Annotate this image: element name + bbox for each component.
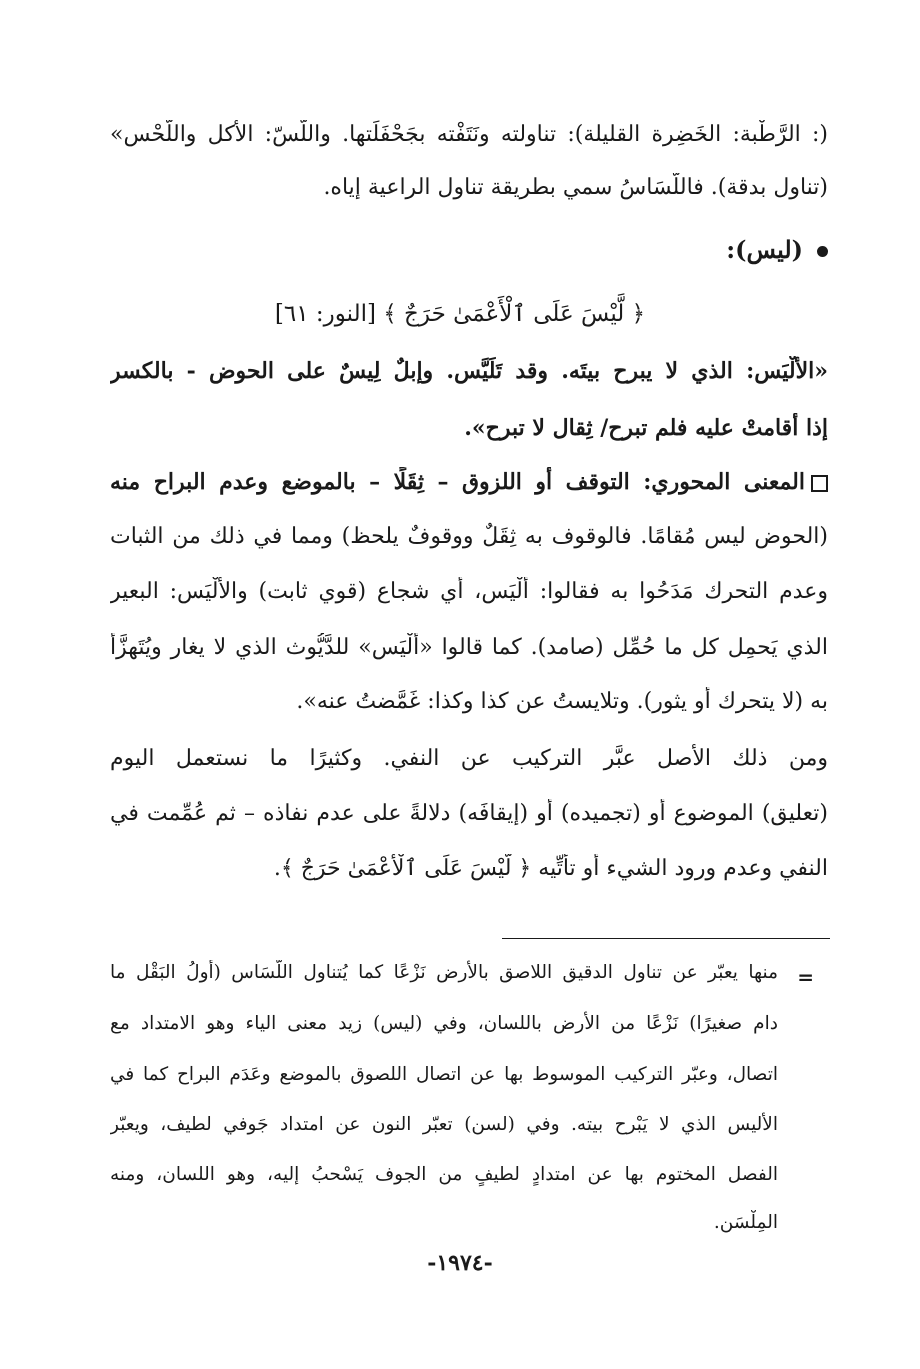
intro-line-1: (: الرَّطْبة: الخَضِرة القليلة): تناولته ونَتَفْته بجَحْفَلَتها. واللَّسّ: الأكل واللَّحْس» [110,122,828,147]
footnote-line-6: المِلْسَن. [713,1212,778,1233]
core-meaning-line-1 [110,467,828,497]
page-number: -١٩٧٤- [427,1250,493,1276]
intro-line-2: (تناول بدقة). فاللُّسَاسُ سمي بطريقة تناول الراعية إياه. [323,175,828,200]
paragraph-line-3: النفي وعدم ورود الشيء أو تأتِّيه ﴿ لَّيْسَ عَلَى ٱلْأَعْمَىٰ حَرَجٌ ﴾. [273,856,828,881]
footnote-marker: = [797,965,814,989]
core-meaning-line-4: الذي يَحمِل كل ما حُمِّل (صامد). كما قالوا «أَلْيَس» للدَّيُّوث الذي لا يغار ويُتَهزَّأ [110,635,828,660]
footnote-divider [502,938,830,939]
square-icon [811,475,828,492]
core-meaning-line-5: به (لا يتحرك أو يثور). وتلايستُ عن كذا وكذا: غَمَّضتُ عنه». [296,689,828,714]
definition-line-1: «الأَلْيَس: الذي لا يبرح بيتَه. وقد تَلَيَّس. وإبلٌ لِيسٌ على الحوض - بالكسر [110,358,828,384]
paragraph-line-1: ومن ذلك الأصل عبَّر التركيب عن النفي. وكثيرًا ما نستعمل اليوم [110,746,828,771]
definition-line-2: إذا أقامتْ عليه فلم تبرح/ ثِقال لا تبرح». [464,415,828,441]
footnote-line-5: الفصل المختوم بها عن امتدادٍ لطيفٍ من الجوف يَسْحبُ إليه، وهو اللسان، ومنه [110,1164,778,1185]
footnote-line-4: الأليس الذي لا يَبْرح بيته. وفي (لسن) تعبّر النون عن امتداد جَوفي لطيف، ويعبّر [110,1114,778,1135]
footnote-line-1: منها يعبّر عن تناول الدقيق اللاصق بالأرض نَزْعًا كما يُتناول اللُّسَاس (أولُ البَقْل ما [110,962,778,983]
footnote-line-3: اتصال، وعبّر التركيب الموسوط بها عن اتصال اللصوق بالموضع وعَدَم البراح كما في [110,1064,778,1085]
footnote-line-2: دام صغيرًا) نَزْعًا من الأرض باللسان، وفي (ليس) زيد معنى الياء وهو الامتداد مع [110,1013,778,1034]
core-meaning-line-3: وعدم التحرك مَدَحُوا به فقالوا: أَلْيَس، أي شجاع (قوي ثابت) والأَلْيَس: البعير [110,579,828,604]
section-heading-text: (ليس): [726,235,803,264]
section-heading [726,234,828,266]
core-meaning-text-1: المعنى المحوري: التوقف أو اللزوق – ثِقَلًا – بالموضع وعدم البراح منه [110,469,805,495]
bullet-icon [817,246,828,257]
paragraph-line-2: (تعليق) الموضوع أو (تجميده) أو (إيقافَه) دلالةً على عدم نفاذه – ثم عُمِّمت في [110,801,828,826]
quran-verse: ﴿ لَّيْسَ عَلَى ٱلْأَعْمَىٰ حَرَجٌ ﴾ [النور: ٦١] [274,301,646,327]
core-meaning-line-2: (الحوض ليس مُقامًا. فالوقوف به ثِقَلٌ ووقوفٌ يلحظ) ومما في ذلك من الثبات [110,524,828,549]
